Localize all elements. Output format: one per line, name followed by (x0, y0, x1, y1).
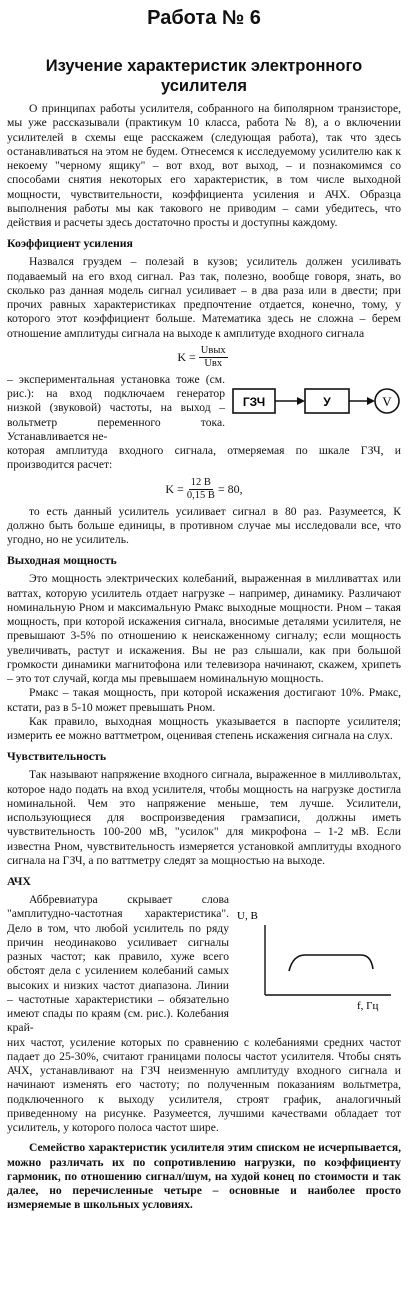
formula-lhs: K = (177, 349, 196, 364)
calc-fraction (187, 477, 215, 502)
gain-paragraph-2: – экспериментальная установка тоже (см. рис.): на вход подключаем генератор низкой (звуковой) частоты, на выход – вольтметр переменного тока. Устанавливается не- (7, 372, 225, 443)
intro-paragraph: О принципах работы усилителя, собранного на биполярном транзисторе, мы уже рассказывали (практикум 10 класса, работа № 8), а о включении усилителей в схемы еще расскажем (следующая работа), так что здесь останавливаться на этом не будем. Отнесемся к исследуемому усилителю как к некоему "черному ящику" – вот вход, вот выход, – и познакомимся со способами снятия некоторых его характеристик, в том числе выходной мощности, чувствительности, коэффициента усиления и АЧХ. Образца выполнения работы мы как такового не приводим – сами убедитесь, что действия и расчеты здесь достаточно просты и доступны каждому. (7, 102, 401, 229)
page-subtitle: Изучение характеристик электронного усилителя (45, 57, 363, 95)
sensitivity-paragraph: Так называют напряжение входного сигнала, выраженное в милливольтах, которое надо подать на вход усилителя, чтобы мощность на нагрузке достигла номинальной. Чем это напряжение меньше, тем лучше. Усилители, использующиеся для воспроизведения грамзаписи, должны иметь чувствительность 100-200 мВ, "усилок" для микрофона – 1-2 мВ. Если известна Pном, чувствительность измеряется установкой амплитуды входного сигнала на ГЗЧ, а по ваттметру следят за мощностью на выходе. (7, 768, 401, 867)
calc-numerator: 12 В (190, 476, 211, 488)
section-heading-gain: Коэффициент усиления (7, 236, 133, 251)
achx-block (7, 893, 401, 1036)
gain-paragraph-3: которая амплитуда входного сигнала, отмеряемая по шкале ГЗЧ, и производится расчет: (7, 444, 401, 472)
power-paragraph-3: Как правило, выходная мощность указывается в паспорте усилителя; измерить ее можно ваттметром, оценивая степень искажения сигнала на слух. (7, 714, 401, 742)
final-block (7, 1141, 401, 1212)
achx-paragraph-1: Аббревиатура скрывает слова "амплитудно-частотная характеристика". Дело в том, что любой усилитель по ряду причин неодинаково усиливает сигналы разных частот; как правило, хуже всего обстоят дела с усилением колебаний самых высоких и низких частот диапазона. Линии – частотные характеристики – обязательно имеют спады по краям (см. рис.). Колебания край- (7, 893, 229, 1035)
formula-numerator: Uвых (200, 344, 226, 356)
graph-y-label: U, В (237, 910, 258, 922)
calc-denominator: 0,15 В (186, 489, 215, 501)
generator-label: ГЗЧ (242, 394, 266, 409)
setup-text (7, 373, 225, 444)
page-title: Работа № 6 (147, 7, 261, 29)
setup-block (7, 373, 401, 444)
calc-lhs: K = (165, 481, 184, 496)
formula-fraction (199, 345, 228, 370)
section-heading-sensitivity: Чувствительность (7, 749, 107, 764)
graph-curve (289, 955, 373, 971)
gain-paragraph-4: то есть данный усилитель усиливает сигнал в 80 раз. Разумеется, К должно быть больше единицы, в противном случае мы исследовали все, что угодно, но не усилитель. (7, 504, 401, 546)
section-heading-power: Выходная мощность (7, 553, 117, 568)
final-paragraph: Семейство характеристик усилителя этим списком не исчерпывается, можно различать их по сопротивлению нагрузки, по коэффициенту гармоник, по отношению сигнал/шум, на худой конец по стоимости и так далее, но перечисленные четыре – основные и наиболее просто измеряемые в школьных условиях. (7, 1141, 401, 1212)
gain-calculation (7, 477, 401, 502)
arrow-2 (367, 397, 375, 405)
section-heading-achx: АЧХ (7, 874, 31, 888)
gain-paragraph-1: Назвался груздем – полезай в кузов; усилитель должен усиливать подаваемый на его вход сигнал. Раз так, полезно, вообще говоря, знать, во сколько раз данная модель сигнал усиливает – в два раза или в двести; при прочих равных характеристиках предпочтение отдается, конечно, тому, у которого этот коэффициент больше. Математика здесь не сложна – берем отношение амплитуды сигнала на выходе к амплитуде входного сигнала (7, 255, 401, 340)
setup-diagram (231, 381, 401, 423)
formula-denominator: Uвх (204, 357, 223, 369)
voltmeter-label: V (382, 393, 392, 409)
amplifier-label: У (323, 394, 331, 409)
power-paragraph-2: Pмакс – такая мощность, при которой искажения достигают 10%. Pмакс, кстати, раз в 5-10 может превышать Pном. (7, 686, 401, 714)
graph-x-label: f, Гц (357, 1000, 379, 1012)
gain-formula (7, 345, 401, 370)
frequency-response-graph (235, 903, 395, 1013)
arrow-1 (297, 397, 305, 405)
achx-text (7, 893, 229, 1036)
power-paragraph-1: Это мощность электрических колебаний, выраженная в милливаттах или ваттах, которую усилитель отдает нагрузке – например, динамику. Различают номинальную Pном и максимальную Pмакс выходные мощности. Pном – такая мощность, при которой искажения сигнала, вносимые деталями усилителя, не превышают 3-5% по отношению к неискаженному сигналу; если мощность увеличивать, растут и искажения. Вы не раз слышали, как при большой громкости динамики магнитофона или телевизора начинают, скажем, хрипеть – это тот случай, когда мы превышаем номинальную мощность. (7, 572, 401, 685)
achx-paragraph-2: них частот, усиление которых по сравнению с колебаниями средних частот падает до 25-30%, считают границами полосы частот усилителя. Чтобы снять АЧХ, устанавливают на ГЗЧ неизменную амплитуду входного сигнала и начинают изменять его частоту; по полученным показаниям вольтметра, подключенного к выходу усилителя, строят график, аналогичный приведенному на рисунке. Разумеется, лучшими качествами обладает тот усилитель, у которого полоса частот шире. (7, 1035, 401, 1134)
calc-rhs: = 80, (217, 481, 243, 496)
